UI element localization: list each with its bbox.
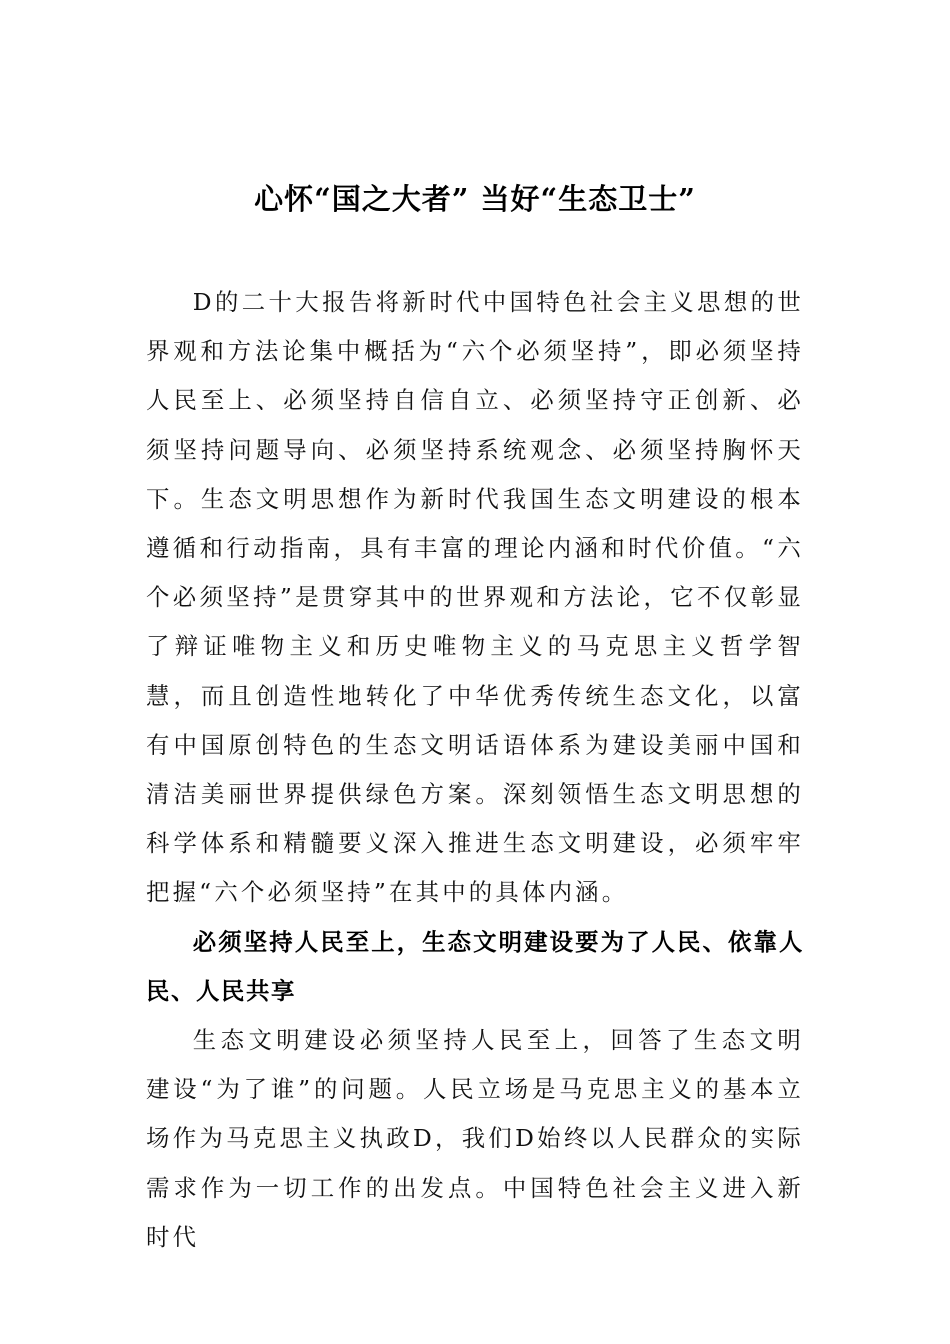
document-body (146, 278, 804, 1262)
paragraph-people-first: 生态文明建设必须坚持人民至上，回答了生态文明建设“为了谁”的问题。人民立场是马克思主义的基本立场作为马克思主义执政D，我们D始终以人民群众的实际需求作为一切工作的出发点。中国特色社会主义进入新时代 (146, 1026, 804, 1251)
paragraph-intro: D的二十大报告将新时代中国特色社会主义思想的世界观和方法论集中概括为“六个必须坚持”，即必须坚持人民至上、必须坚持自信自立、必须坚持守正创新、必须坚持问题导向、必须坚持系统观念、必须坚持胸怀天下。生态文明思想作为新时代我国生态文明建设的根本遵循和行动指南，具有丰富的理论内涵和时代价值。“六个必须坚持”是贯穿其中的世界观和方法论，它不仅彰显了辩证唯物主义和历史唯物主义的马克思主义哲学智慧，而且创造性地转化了中华优秀传统生态文化，以富有中国原创特色的生态文明话语体系为建设美丽中国和清洁美丽世界提供绿色方案。深刻领悟生态文明思想的科学体系和精髓要义深入推进生态文明建设，必须牢牢把握“六个必须坚持”在其中的具体内涵。 (146, 288, 804, 907)
section-heading-people-first: 必须坚持人民至上，生态文明建设要为了人民、依靠人民、人民共享 (146, 927, 804, 1005)
document-title: 心怀“国之大者” 当好“生态卫士” (254, 182, 696, 216)
